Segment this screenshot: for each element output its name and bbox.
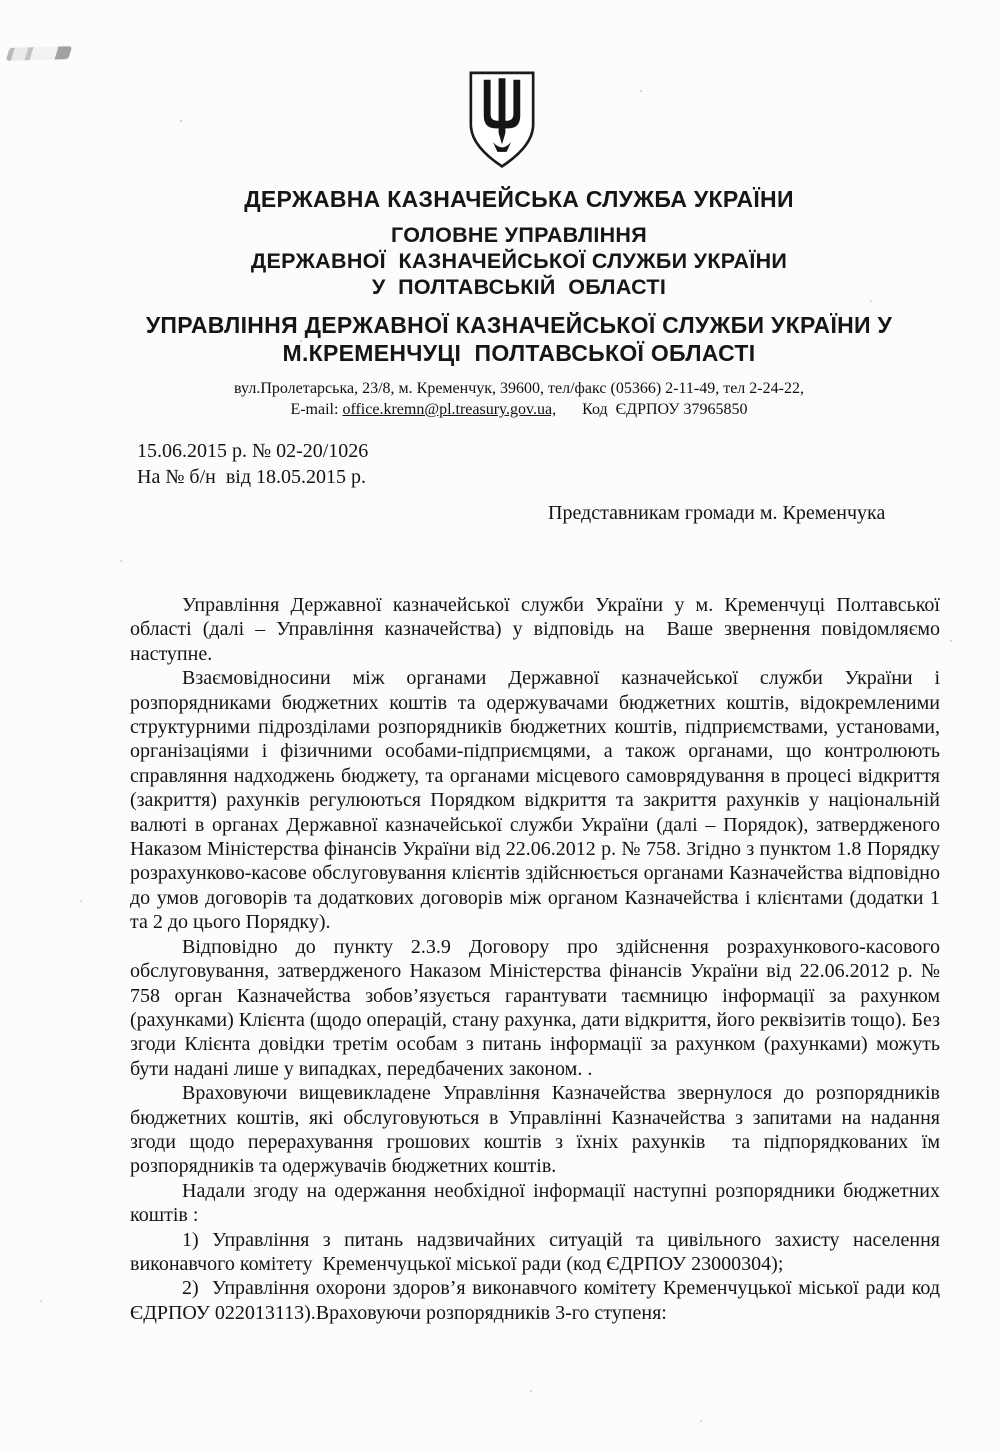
scan-artifact-smudge: [6, 46, 72, 61]
org-name-local: [88, 311, 950, 367]
org-name-parent: [88, 222, 950, 300]
body-paragraph-3: Відповідно до пункту 2.3.9 Договору про здійснення розрахункового-касового обслуговування, затвердженого Наказом Міністерства фінансів України від 22.06.2012 р. № 758 орган Казначейства зобов’язується гарантувати таємницю інформації за рахунком (рахунками) Клієнта (щодо операцій, стану рахунка, дати відкриття, його реквізитів тощо). Без згоди Клієнта довідки третім особам з питань інформації за рахунком (рахунками) можуть бути надані лише у випадках, передбачених законом. .: [130, 935, 940, 1080]
ukraine-trident-emblem-icon: [464, 62, 540, 178]
body-paragraph-1: Управління Державної казначейської служби України у м. Кременчуці Полтавської області (далі – Управління казначейства) у відповідь на Ваше звернення повідомляємо наступне.: [130, 594, 940, 665]
org-local-line-1: УПРАВЛІННЯ ДЕРЖАВНОЇ КАЗНАЧЕЙСЬКОЇ СЛУЖБИ УКРАЇНИ У: [145, 312, 893, 338]
body-paragraph-4: Враховуючи вищевикладене Управління Казначейства звернулося до розпорядників бюджетних коштів, які обслуговуються в Управлінні Казначейства з запитами на надання згоди щодо перерахування грошових коштів з їхніх рахунків та підпорядкованих їм розпорядників та одержувачів бюджетних коштів.: [130, 1082, 940, 1178]
body-paragraph-7-item-2: 2) Управління охорони здоров’я виконавчого комітету Кременчуцької міської ради код ЄДРПОУ 022013113).Враховуючи розпорядників 3-го ступеня:: [130, 1277, 940, 1324]
body-paragraph-5: Надали згоду на одержання необхідної інформації наступні розпорядники бюджетних коштів :: [130, 1179, 940, 1227]
postal-address-line: вул.Пролетарська, 23/8, м. Кременчук, 39600, тел/факс (05366) 2-11-49, тел 2-24-22,: [234, 380, 804, 397]
body-paragraph-6-item-1: 1) Управління з питань надзвичайних ситуацій та цивільного захисту населення виконавчого комітету Кременчуцької міської ради (код ЄДРПОУ 23000304);: [130, 1228, 940, 1275]
email-and-code-line: [88, 399, 950, 420]
letterhead: [88, 186, 950, 420]
body-paragraph-2: Взаємовідносини між органами Державної казначейської служби України і розпорядниками бюджетних коштів та одержувачами бюджетних коштів, відокремленими структурними підрозділами розпорядників бюджетних коштів, підприємствами, установами, організаціями і фізичними особами-підприємцями, а також органами, що контролюють справляння надходжень бюджету, та органами місцевого самоврядування в процесі відкриття (закриття) рахунків регулюються Порядком відкриття та закриття рахунків у національній валюті в органах Державної казначейської служби України (далі – Порядок), затвердженого Наказом Міністерства фінансів України від 22.06.2012 р. № 758. Згідно з пунктом 1.8 Порядку розрахунково-касове обслуговування клієнтів здійснюється органами Казначейства відповідно до умов договорів та додаткових договорів між органом Казначейства і клієнтами (додатки 1 та 2 до цього Порядку).: [130, 667, 940, 934]
incoming-number-line: На № б/н від 18.05.2015 р.: [137, 466, 367, 488]
outgoing-number-line: 15.06.2015 р. № 02-20/1026: [137, 440, 369, 462]
org-parent-line-2: ДЕРЖАВНОЇ КАЗНАЧЕЙСЬКОЇ СЛУЖБИ УКРАЇНИ: [250, 249, 788, 273]
email-address: office.kremn@pl.treasury.gov.ua,: [342, 401, 557, 418]
letterhead-contacts: [88, 378, 950, 420]
letter-body: [130, 593, 940, 1325]
email-label: E-mail:: [290, 401, 343, 418]
org-name-main: ДЕРЖАВНА КАЗНАЧЕЙСЬКА СЛУЖБА УКРАЇНИ: [244, 186, 794, 212]
addressee-line: Представникам громади м. Кременчука: [548, 502, 886, 524]
scan-noise: [0, 0, 2, 2]
org-parent-line-1: ГОЛОВНЕ УПРАВЛІННЯ: [390, 223, 648, 247]
org-local-line-2: М.КРЕМЕНЧУЦІ ПОЛТАВСЬКОЇ ОБЛАСТІ: [282, 340, 756, 366]
reference-block: [137, 438, 368, 490]
edrpou-code: Код ЄДРПОУ 37965850: [582, 401, 748, 418]
org-parent-line-3: У ПОЛТАВСЬКІЙ ОБЛАСТІ: [371, 275, 667, 299]
